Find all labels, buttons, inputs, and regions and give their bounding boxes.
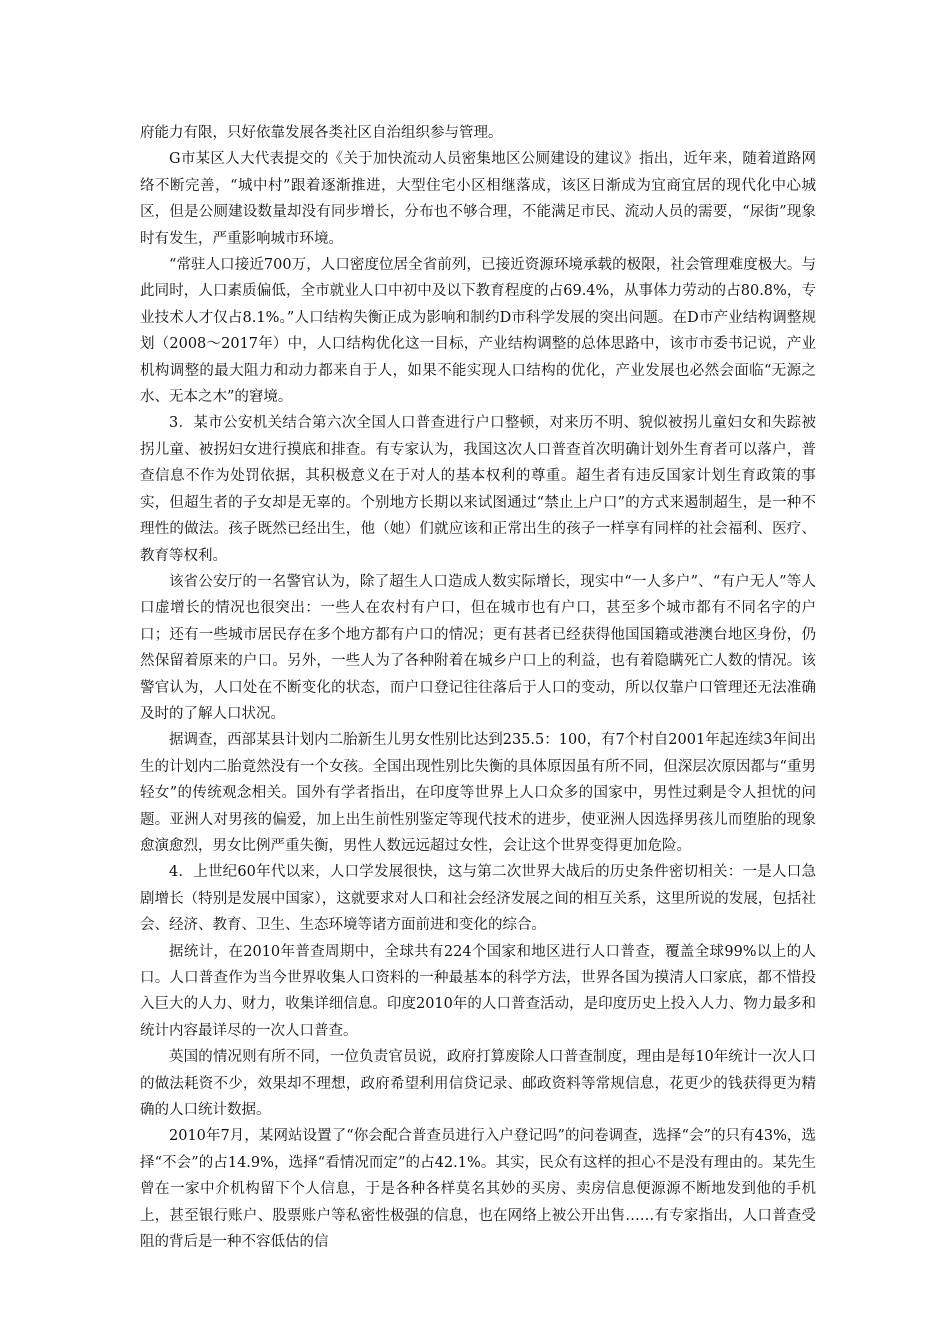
document-body [140,120,816,1255]
paragraph-8: 据统计，在2010年普查周期中，全球共有224个国家和地区进行人口普查，覆盖全球99%以上的人口。人口普查作为当今世界收集人口资料的一种最基本的科学方法，世界各国为摸清人口家底，都不惜投入巨大的人力、财力，收集详细信息。印度2010年的人口普查活动，是印度历史上投入人力、物力最多和统计内容最详尽的一次人口普查。 [140,943,816,1039]
paragraph-5: 该省公安厅的一名警官认为，除了超生人口造成人数实际增长，现实中“一人多户”、“有户无人”等人口虚增长的情况也很突出：一些人在农村有户口，但在城市也有户口，甚至多个城市都有不同名字的户口；还有一些城市居民存在多个地方都有户口的情况；更有甚者已经获得他国国籍或港澳台地区身份，仍然保留着原来的户口。另外，一些人为了各种附着在城乡户口上的利益，也有着隐瞒死亡人数的情况。该警官认为，人口处在不断变化的状态，而户口登记往往落后于人口的变动，所以仅靠户口管理还无法准确及时的了解人口状况。 [140,573,816,722]
paragraph-7: 4．上世纪60年代以来，人口学发展很快，这与第二次世界大战后的历史条件密切相关：一是人口急剧增长（特别是发展中国家），这就要求对人口和社会经济发展之间的相互关系，这里所说的发展，包括社会、经济、教育、卫生、生态环境等诸方面前进和变化的综合。 [140,864,816,934]
paragraph-2: G市某区人大代表提交的《关于加快流动人员密集地区公厕建设的建议》指出，近年来，随着道路网络不断完善，“城中村”跟着逐渐推进，大型住宅小区相继落成，该区日渐成为宜商宜居的现代化中心城区，但是公厕建设数量却没有同步增长，分布也不够合理，不能满足市民、流动人员的需要，“尿街”现象时有发生，严重影响城市环境。 [140,151,816,247]
paragraph-1: 府能力有限，只好依靠发展各类社区自治组织参与管理。 [140,125,503,141]
paragraph-9: 英国的情况则有所不同，一位负责官员说，政府打算废除人口普查制度，理由是每10年统计一次人口的做法耗资不少，效果却不理想，政府希望利用信贷记录、邮政资料等常规信息，花更少的钱获得更为精确的人口统计数据。 [140,1049,816,1119]
paragraph-10: 2010年7月，某网站设置了“你会配合普查员进行入户登记吗”的问卷调查，选择“会”的只有43%，选择“不会”的占14.9%，选择“看情况而定”的占42.1%。其实，民众有这样的担心不是没有理由的。某先生曾在一家中介机构留下个人信息，于是各种各样莫名其妙的买房、卖房信息便源源不断地发到他的手机上，甚至银行账户、股票账户等私密性极强的信息，也在网络上被公开出售……有专家指出，人口普查受阻的背后是一种不容低估的信 [140,1128,816,1251]
paragraph-3: “常驻人口接近700万，人口密度位居全省前列，已接近资源环境承载的极限，社会管理难度极大。与此同时，人口素质偏低，全市就业人口中初中及以下教育程度的占69.4%，从事体力劳动的占80.8%，专业技术人才仅占8.1%。”人口结构失衡正成为影响和制约D市科学发展的突出问题。在D市产业结构调整规划（2008～2017年）中，人口结构优化这一目标，产业结构调整的总体思路中，该市市委书记说，产业机构调整的最大阻力和动力都来自于人，如果不能实现人口结构的优化，产业发展也必然会面临“无源之水、无本之木”的窘境。 [140,257,816,406]
paragraph-6: 据调查，西部某县计划内二胎新生儿男女性别比达到235.5：100，有7个村自2001年起连续3年间出生的计划内二胎竟然没有一个女孩。全国出现性别比失衡的具体原因虽有所不同，但深层次原因都与“重男轻女”的传统观念相关。国外有学者指出，在印度等世界上人口众多的国家中，男性过剩是令人担忧的问题。亚洲人对男孩的偏爱，加上出生前性别鉴定等现代技术的进步，使亚洲人因选择男孩儿而堕胎的现象愈演愈烈，男女比例严重失衡，男性人数远远超过女性，会让这个世界变得更加危险。 [140,732,816,854]
paragraph-4: 3．某市公安机关结合第六次全国人口普查进行户口整顿，对来历不明、貌似被拐儿童妇女和失踪被拐儿童、被拐妇女进行摸底和排查。有专家认为，我国这次人口普查首次明确计划外生育者可以落户，普查信息不作为处罚依据，其积极意义在于对人的基本权利的尊重。超生者有违反国家计划生育政策的事实，但超生者的子女却是无辜的。个别地方长期以来试图通过“禁止上户口”的方式来遏制超生，是一种不理性的做法。孩子既然已经出生，他（她）们就应该和正常出生的孩子一样享有同样的社会福利、医疗、教育等权利。 [140,415,816,564]
